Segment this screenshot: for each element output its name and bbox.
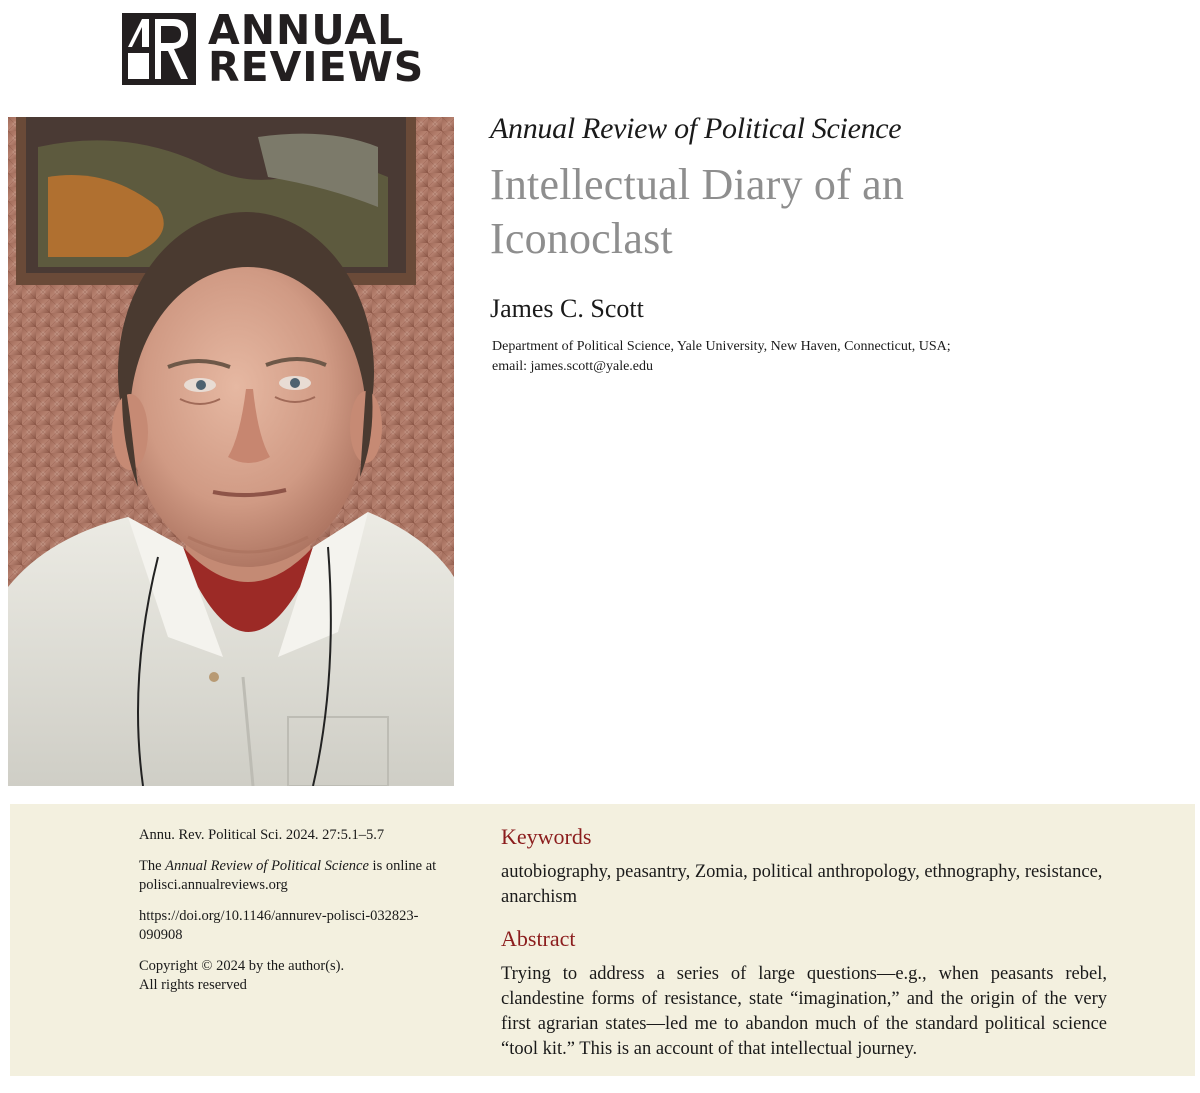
logo-word-annual: ANNUAL xyxy=(208,6,405,54)
copyright-line: Copyright © 2024 by the author(s). xyxy=(139,958,345,974)
abstract-text: Trying to address a series of large questions—e.g., when peasants rebel, clandestine forms of resistance, state “imagination,” and the origin of the very first agrarian states—led me to abandon much of the standard political science “tool kit.” This is an account of that intellectual journey. xyxy=(501,964,1107,1059)
online-statement xyxy=(139,857,454,895)
journal-name: Annual Review of Political Science xyxy=(490,112,902,145)
ar-logo-mark xyxy=(122,13,196,85)
author-name: James C. Scott xyxy=(490,294,644,323)
keywords-list: autobiography, peasantry, Zomia, political anthropology, ethnography, resistance, anarchism xyxy=(501,862,1103,907)
keywords-heading: Keywords xyxy=(501,824,592,849)
doi-link[interactable]: https://doi.org/10.1146/annurev-polisci-032823-090908 xyxy=(139,908,419,943)
author-email[interactable]: email: james.scott@yale.edu xyxy=(492,359,654,374)
online-url[interactable]: polisci.annualreviews.org xyxy=(139,877,288,893)
article-info-box xyxy=(10,804,1195,1076)
article-title: Intellectual Diary of an Iconoclast xyxy=(490,160,905,263)
online-suffix: is online at xyxy=(368,858,437,874)
online-journal: Annual Review of Political Science xyxy=(165,858,369,874)
copyright xyxy=(139,957,454,995)
logo-word-reviews: REVIEWS xyxy=(208,43,425,91)
online-prefix: The xyxy=(139,858,166,874)
article-meta xyxy=(139,826,454,1007)
author-portrait xyxy=(8,117,454,786)
abstract-heading: Abstract xyxy=(501,926,576,951)
author-affiliation xyxy=(492,337,1112,377)
rights-line: All rights reserved xyxy=(139,977,247,993)
citation: Annu. Rev. Political Sci. 2024. 27:5.1–5.7 xyxy=(139,827,385,843)
annual-reviews-logo xyxy=(122,6,425,91)
affiliation-line: Department of Political Science, Yale University, New Haven, Connecticut, USA; xyxy=(492,339,951,354)
